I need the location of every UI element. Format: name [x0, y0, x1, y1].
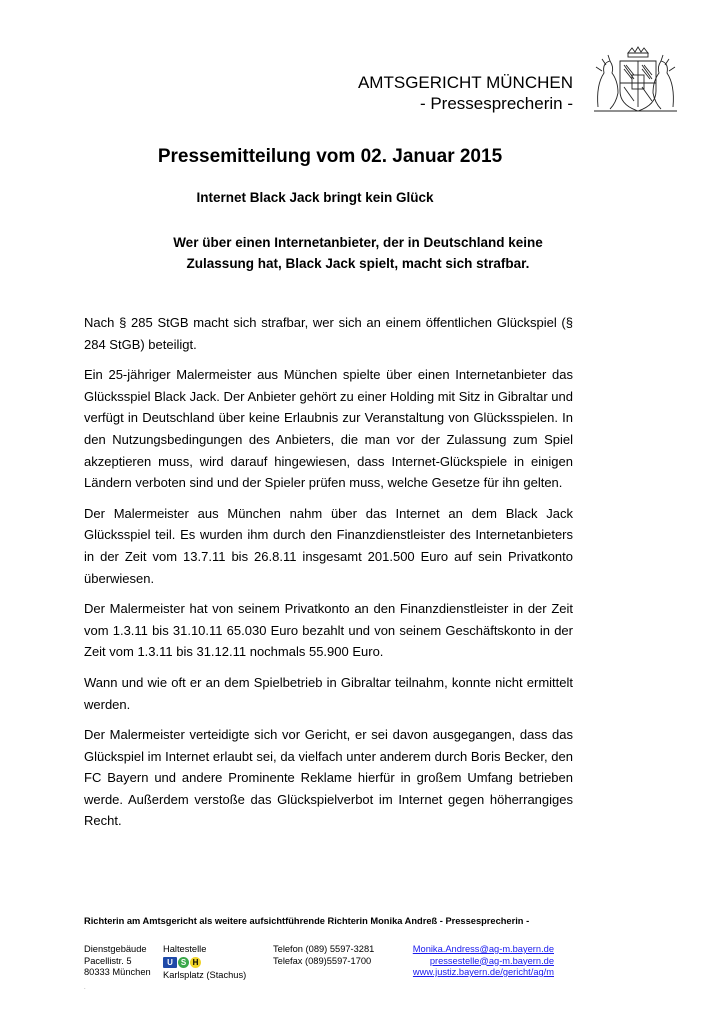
article-body — [84, 312, 573, 841]
page-title: Pressemitteilung vom 02. Januar 2015 — [157, 146, 503, 167]
subtitle: Internet Black Jack bringt kein Glück — [196, 190, 434, 205]
address-line: Dienstgebäude — [84, 944, 147, 954]
paragraph: Der Malermeister hat von seinem Privatkonto an den Finanzdienstleister in der Zeit vom 1.3.11 bis 31.10.11 65.030 Euro bezahlt und von seinem Geschäftskonto in der Zeit vom 1.3.11 bis 31.12.11 nochmals 55.900 Euro. — [84, 601, 573, 660]
email-link[interactable]: Monika.Andress@ag-m.bayern.de — [412, 944, 554, 954]
paragraph: Der Malermeister verteidigte sich vor Gericht, er sei davon ausgegangen, dass das Glückspiel im Internet erlaubt sei, da vielfach unter anderem durch Boris Becker, den FC Bayern und andere Prominente Reklame hierfür in großem Umfang betrieben werde. Außerdem verstoße das Glückspielverbot im Internet gegen höherrangiges Recht. — [84, 727, 573, 829]
footer-phone — [273, 944, 374, 967]
court-header — [358, 72, 573, 114]
email-link-press[interactable]: pressestelle@ag-m.bayern.de — [429, 955, 554, 966]
court-role: - Pressesprecherin - — [419, 94, 573, 113]
paragraph: Der Malermeister aus München nahm über das Internet an dem Black Jack Glücksspiel teil. Es wurden ihm durch den Finanzdienstleister des Internetanbieters in der Zeit vom 13.7.11 bis 26.8.11 insgesamt 201.500 Euro auf sein Privatkonto überwiesen. — [84, 505, 573, 586]
ubahn-icon: U — [163, 957, 177, 968]
paragraph: Nach § 285 StGB macht sich strafbar, wer sich an einem öffentlichen Glückspiel (§ 284 StGB) beteiligt. — [84, 315, 573, 352]
paragraph: Wann und wie oft er an dem Spielbetrieb in Gibraltar teilnahm, konnte nicht ermittelt werden. — [84, 674, 573, 712]
lead-line: Wer über einen Internetanbieter, der in Deutschland keine — [173, 235, 543, 250]
lead — [84, 232, 632, 274]
paragraph: Ein 25-jähriger Malermeister aus München spielte über einen Internetanbieter das Glücksspiel Black Jack. Der Anbieter gehört zu einer Holding mit Sitz in Gibraltar und verfügt in Deutschland über keine Erlaubnis zur Veranstaltung von Glücksspielen. In den Nutzungsbedingungen des Anbieters, die man vor der Zulassung zum Spiel akzeptieren muss, wird darauf hingewiesen, dass Internet-Glückspiele in einigen Ländern verboten sind und der Spieler prüfen muss, welche Gesetze für ihn gelten. — [84, 367, 573, 491]
fax: Telefax (089)5597-1700 — [273, 955, 372, 966]
footer-transit — [163, 944, 246, 981]
stop-label: Haltestelle — [163, 944, 207, 954]
stop-name: Karlsplatz (Stachus) — [163, 969, 247, 980]
phone: Telefon (089) 5597-3281 — [273, 944, 375, 954]
footer-dot: . — [84, 985, 86, 991]
footer-address — [84, 944, 151, 979]
address-line: Pacellistr. 5 — [84, 955, 132, 966]
bus-stop-icon: H — [190, 957, 201, 968]
transit-logos — [163, 957, 246, 969]
bavarian-coat-of-arms-icon — [588, 45, 683, 115]
website-link[interactable]: www.justiz.bayern.de/gericht/ag/m — [412, 967, 554, 977]
footer-contact — [413, 944, 554, 979]
court-name: AMTSGERICHT MÜNCHEN — [357, 73, 573, 92]
footer-heading: Richterin am Amtsgericht als weitere aufsichtführende Richterin Monika Andreß - Pressesprecherin - — [84, 916, 530, 926]
lead-line: Zulassung hat, Black Jack spielt, macht sich strafbar. — [186, 256, 530, 271]
address-line: 80333 München — [84, 967, 151, 977]
sbahn-icon: S — [178, 957, 189, 968]
